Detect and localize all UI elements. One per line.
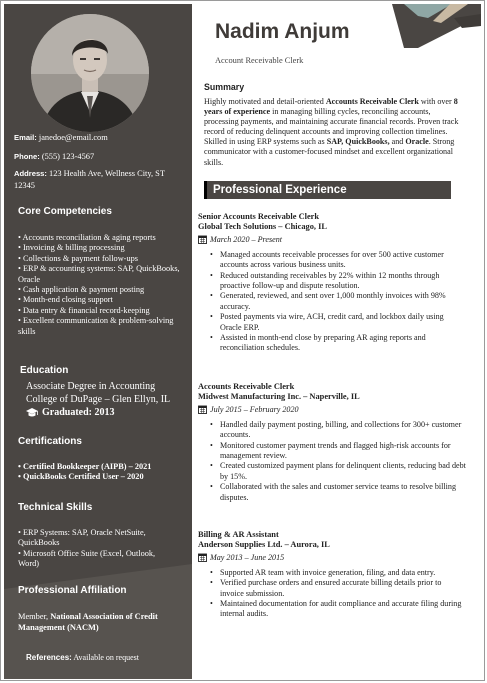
summary-part: Highly motivated and detail-oriented: [204, 97, 326, 106]
list-item: • Generated, reviewed, and sent over 1,000 monthly invoices with 98% accuracy.: [210, 291, 466, 312]
email-label: Email:: [14, 133, 37, 142]
competencies-heading: Core Competencies: [18, 206, 112, 217]
list-item: • Collections & payment follow-ups: [18, 254, 190, 264]
education-graduated: [26, 407, 191, 419]
list-item: • Microsoft Office Suite (Excel, Outlook, Word): [18, 549, 168, 570]
list-item: • Data entry & financial record-keeping: [18, 306, 190, 316]
job-title: Senior Accounts Receivable Clerk: [198, 212, 320, 221]
job-entry: [198, 530, 466, 620]
summary-part: in managing billing cycles, reconciling accounts, processing payments, and maintaining accurate financial records. Proven track record of reducing delinquent accounts and improving collection timelines. Skilled in using ERP systems such as: [204, 107, 459, 147]
calendar-icon: [198, 405, 207, 414]
candidate-name: Nadim Anjum: [215, 20, 350, 43]
list-item: • ERP Systems: SAP, Oracle NetSuite, QuickBooks: [18, 528, 168, 549]
summary-part: . Strong communicator with a customer-focused mindset and excellent organizational skills.: [204, 137, 455, 167]
job-dates-text: March 2020 – Present: [210, 234, 283, 244]
job-title: Accounts Receivable Clerk: [198, 382, 295, 391]
summary-bold: SAP, QuickBooks,: [326, 137, 390, 147]
address-label: Address:: [14, 169, 47, 178]
references-value: Available on request: [73, 653, 139, 662]
job-entry: [198, 212, 466, 354]
job-bullets: [198, 250, 466, 354]
list-item: • QuickBooks Certified User – 2020: [18, 472, 190, 482]
list-item: • Invoicing & billing processing: [18, 243, 190, 253]
graduated-text: Graduated: 2013: [42, 407, 115, 418]
job-dates: [198, 404, 466, 415]
summary-bold: Accounts Receivable Clerk: [325, 97, 419, 106]
job-dates: [198, 552, 466, 563]
education-heading: Education: [20, 365, 69, 376]
summary-bold: Oracle: [405, 137, 429, 147]
summary-heading: Summary: [204, 82, 245, 92]
contact-address: [14, 168, 179, 192]
job-title: Billing & AR Assistant: [198, 530, 279, 539]
calendar-icon: [198, 553, 207, 562]
sidebar: [4, 4, 192, 679]
list-item: • Verified purchase orders and ensured accurate billing details prior to invoice submission.: [210, 578, 466, 599]
summary-part: with over: [418, 97, 454, 106]
certifications-heading: Certifications: [18, 436, 82, 447]
job-entry: [198, 382, 466, 503]
graduation-cap-icon: [26, 408, 38, 418]
list-item: • Maintained documentation for audit compliance and accurate filing during internal audits.: [210, 599, 466, 620]
education-degree: Associate Degree in Accounting: [26, 381, 156, 392]
education-school: College of DuPage – Glen Ellyn, IL: [26, 394, 171, 405]
job-dates-text: July 2015 – February 2020: [210, 404, 299, 414]
job-bullets: [198, 568, 466, 620]
list-item: • Collaborated with the sales and customer service teams to resolve billing disputes.: [210, 482, 466, 503]
address-value: 123 Health Ave, Wellness City, ST 12345: [14, 169, 165, 190]
technical-skills-heading: Technical Skills: [18, 502, 93, 513]
references: [26, 653, 139, 662]
job-company: Anderson Supplies Ltd. – Aurora, IL: [198, 540, 330, 550]
list-item: • Reduced outstanding receivables by 22% within 12 months through proactive follow-up and dispute resolution.: [210, 271, 466, 292]
job-dates-text: May 2013 – June 2015: [210, 552, 285, 562]
competencies-list: [18, 233, 190, 337]
list-item: • Excellent communication & problem-solving skills: [18, 316, 190, 337]
email-value[interactable]: janedoe@email.com: [38, 133, 108, 142]
certifications-list: [18, 462, 190, 483]
references-label: References:: [26, 653, 72, 662]
job-company: Midwest Manufacturing Inc. – Naperville, IL: [198, 392, 360, 402]
phone-value: (555) 123-4567: [41, 152, 95, 161]
job-dates: [198, 234, 466, 245]
list-item: • Managed accounts receivable processes for over 500 active customer accounts across various business units.: [210, 250, 466, 271]
list-item: • Monitored customer payment trends and flagged high-risk accounts for management review.: [210, 441, 466, 462]
list-item: • Month-end closing support: [18, 295, 190, 305]
phone-label: Phone:: [14, 152, 40, 161]
calendar-icon: [198, 235, 207, 244]
list-item: • Posted payments via wire, ACH, credit card, and lockbox daily using Oracle ERP.: [210, 312, 466, 333]
list-item: • Supported AR team with invoice generation, filing, and data entry.: [210, 568, 466, 578]
contact-phone: [14, 151, 189, 163]
technical-skills-list: [18, 528, 168, 570]
job-bullets: [198, 420, 466, 503]
candidate-title: Account Receivable Clerk: [215, 56, 304, 65]
affiliation-heading: Professional Affiliation: [18, 585, 127, 596]
job-company: Global Tech Solutions – Chicago, IL: [198, 222, 327, 232]
contact-email: [14, 132, 189, 144]
list-item: • Created customized payment plans for delinquent clients, reducing bad debt by 15%.: [210, 461, 466, 482]
avatar-icon: [31, 14, 149, 132]
summary-text: [204, 97, 462, 168]
list-item: • Accounts reconciliation & aging reports: [18, 233, 190, 243]
list-item: • Handled daily payment posting, billing, and collections for 300+ customer accounts.: [210, 420, 466, 441]
affiliation-text: [18, 611, 188, 633]
list-item: • ERP & accounting systems: SAP, QuickBooks, Oracle: [18, 264, 190, 285]
affiliation-org: National Association of Credit Management (NACM): [18, 612, 158, 632]
summary-part: and: [389, 137, 406, 147]
affiliation-prefix: Member,: [18, 612, 51, 621]
summary-bold: 8 years of experience: [204, 97, 458, 117]
list-item: • Cash application & payment posting: [18, 285, 190, 295]
list-item: • Certified Bookkeeper (AIPB) – 2021: [18, 462, 190, 472]
profile-photo: [31, 14, 149, 132]
list-item: • Assisted in month-end close by preparing AR aging reports and reconciliation schedules.: [210, 333, 466, 354]
experience-heading: Professional Experience: [204, 181, 451, 199]
